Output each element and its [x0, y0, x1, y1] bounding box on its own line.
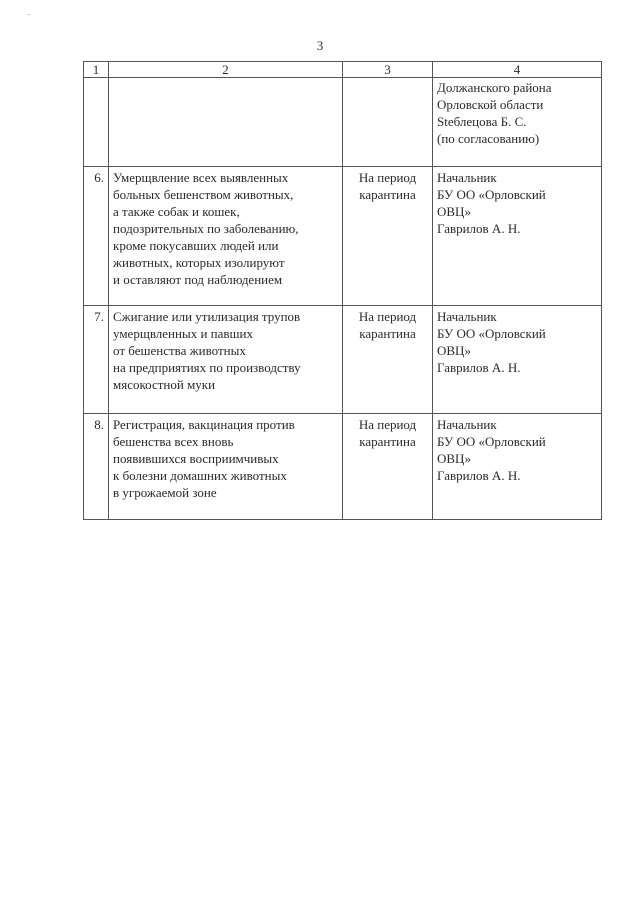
- executor-line: Начальник: [437, 170, 497, 185]
- activity-cell: [109, 306, 343, 414]
- row-number: 6.: [84, 167, 109, 306]
- activity-line: умерщвленных и павших: [113, 326, 253, 341]
- table-row-8: [84, 414, 602, 520]
- continuation-term-cell: [343, 78, 433, 167]
- term-cell: [343, 414, 433, 520]
- continuation-row: [84, 78, 602, 167]
- measures-table: [83, 61, 602, 520]
- term-line: карантина: [359, 434, 416, 449]
- term-line: На период: [358, 417, 417, 432]
- executor-line: БУ ОО «Орловский: [437, 326, 546, 341]
- activity-line: а также собак и кошек,: [113, 204, 240, 219]
- executor-cell: [433, 414, 602, 520]
- term-line: карантина: [359, 326, 416, 341]
- continuation-num-cell: [84, 78, 109, 167]
- activity-line: на предприятиях по производству: [113, 360, 301, 375]
- activity-line: появившихся восприимчивых: [113, 451, 279, 466]
- activity-line: Умерщвление всех выявленных: [113, 170, 289, 185]
- activity-line: кроме покусавших людей или: [113, 238, 279, 253]
- table-row-7: [84, 306, 602, 414]
- executor-line: БУ ОО «Орловский: [437, 187, 546, 202]
- executor-line: Начальник: [437, 309, 497, 324]
- page-number: 3: [316, 38, 324, 53]
- scan-speck: [28, 14, 30, 15]
- executor-line: Орловской области: [437, 97, 544, 112]
- executor-line: Начальник: [437, 417, 497, 432]
- executor-cell: [433, 167, 602, 306]
- term-cell: [343, 306, 433, 414]
- activity-line: к болезни домашних животных: [113, 468, 287, 483]
- table-row-6: [84, 167, 602, 306]
- activity-line: бешенства всех вновь: [113, 434, 234, 449]
- executor-line: Steблецова Б. С.: [437, 114, 527, 129]
- continuation-activity-cell: [109, 78, 343, 167]
- activity-line: Регистрация, вакцинация против: [113, 417, 295, 432]
- activity-line: Сжигание или утилизация трупов: [113, 309, 301, 324]
- activity-line: и оставляют под наблюдением: [113, 272, 283, 287]
- header-cell-2: 2: [109, 62, 343, 78]
- activity-line: больных бешенством животных,: [113, 187, 294, 202]
- term-line: На период: [358, 170, 417, 185]
- term-line: карантина: [359, 187, 416, 202]
- executor-line: Гаврилов А. Н.: [437, 221, 521, 236]
- header-cell-4: 4: [433, 62, 602, 78]
- activity-cell: [109, 167, 343, 306]
- executor-line: ОВЦ»: [437, 451, 471, 466]
- continuation-executor-cell: [433, 78, 602, 167]
- activity-line: в угрожаемой зоне: [113, 485, 217, 500]
- activity-cell: [109, 414, 343, 520]
- activity-line: мясокостной муки: [113, 377, 216, 392]
- activity-line: от бешенства животных: [113, 343, 246, 358]
- executor-line: ОВЦ»: [437, 204, 471, 219]
- executor-line: Должанского района: [437, 80, 552, 95]
- executor-line: ОВЦ»: [437, 343, 471, 358]
- executor-line: (по согласованию): [437, 131, 540, 146]
- term-cell: [343, 167, 433, 306]
- executor-line: Гаврилов А. Н.: [437, 468, 521, 483]
- header-cell-1: 1: [84, 62, 109, 78]
- table-header-row: [84, 62, 602, 78]
- row-number: 7.: [84, 306, 109, 414]
- executor-line: Гаврилов А. Н.: [437, 360, 521, 375]
- activity-line: подозрительных по заболеванию,: [113, 221, 299, 236]
- activity-line: животных, которых изолируют: [113, 255, 285, 270]
- executor-cell: [433, 306, 602, 414]
- term-line: На период: [358, 309, 417, 324]
- header-cell-3: 3: [343, 62, 433, 78]
- executor-line: БУ ОО «Орловский: [437, 434, 546, 449]
- row-number: 8.: [84, 414, 109, 520]
